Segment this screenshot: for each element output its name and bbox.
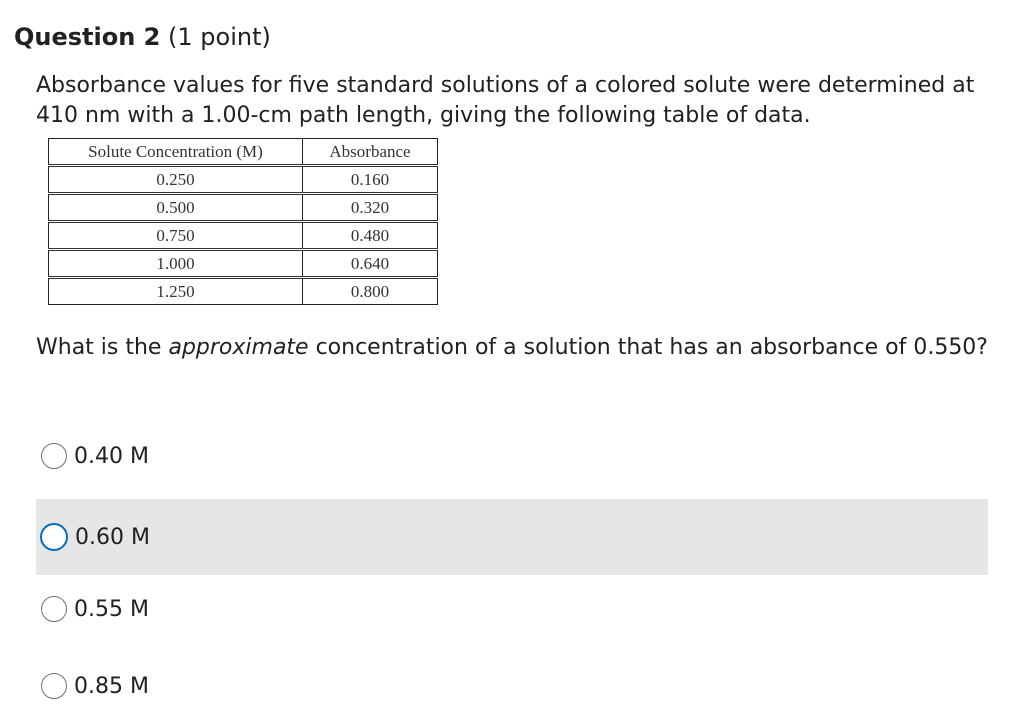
radio-button[interactable] <box>41 443 67 469</box>
table-row <box>49 166 438 194</box>
table-header-row <box>49 139 438 166</box>
radio-button[interactable] <box>40 523 68 551</box>
question-header <box>14 22 271 52</box>
radio-button[interactable] <box>41 673 67 699</box>
table-cell-concentration: 0.500 <box>49 194 303 222</box>
table-row <box>49 222 438 250</box>
question-text-emphasis: approximate <box>168 335 309 360</box>
table-row <box>49 194 438 222</box>
answer-option-label: 0.40 M <box>74 443 149 469</box>
data-table <box>48 138 438 305</box>
table-row <box>49 250 438 278</box>
answer-option-label: 0.60 M <box>75 524 150 550</box>
question-text-end: concentration of a solution that has an absorbance of 0.550? <box>308 335 988 360</box>
table-cell-concentration: 0.750 <box>49 222 303 250</box>
table-cell-absorbance: 0.640 <box>303 250 438 278</box>
radio-button[interactable] <box>41 596 67 622</box>
table-cell-concentration: 1.250 <box>49 278 303 305</box>
question-title: Question 2 <box>14 23 161 51</box>
table-header-concentration: Solute Concentration (M) <box>49 139 303 166</box>
answer-option-4[interactable] <box>36 648 988 724</box>
table-cell-absorbance: 0.800 <box>303 278 438 305</box>
table-header-absorbance: Absorbance <box>303 139 438 166</box>
table-row <box>49 278 438 305</box>
question-text-start: What is the <box>36 335 169 360</box>
question-prompt: Absorbance values for five standard solutions of a colored solute were determined at 410 nm with a 1.00-cm path length, giving the following table of data. <box>36 73 975 128</box>
table-cell-absorbance: 0.480 <box>303 222 438 250</box>
answer-option-label: 0.85 M <box>74 673 149 699</box>
answer-option-2[interactable] <box>36 499 988 575</box>
answer-option-1[interactable] <box>36 418 988 494</box>
answer-option-3[interactable] <box>36 571 988 647</box>
table-cell-absorbance: 0.320 <box>303 194 438 222</box>
question-text <box>36 333 996 363</box>
question-points: (1 point) <box>168 23 271 51</box>
answer-option-label: 0.55 M <box>74 596 149 622</box>
table-cell-absorbance: 0.160 <box>303 166 438 194</box>
table-cell-concentration: 1.000 <box>49 250 303 278</box>
table-cell-concentration: 0.250 <box>49 166 303 194</box>
